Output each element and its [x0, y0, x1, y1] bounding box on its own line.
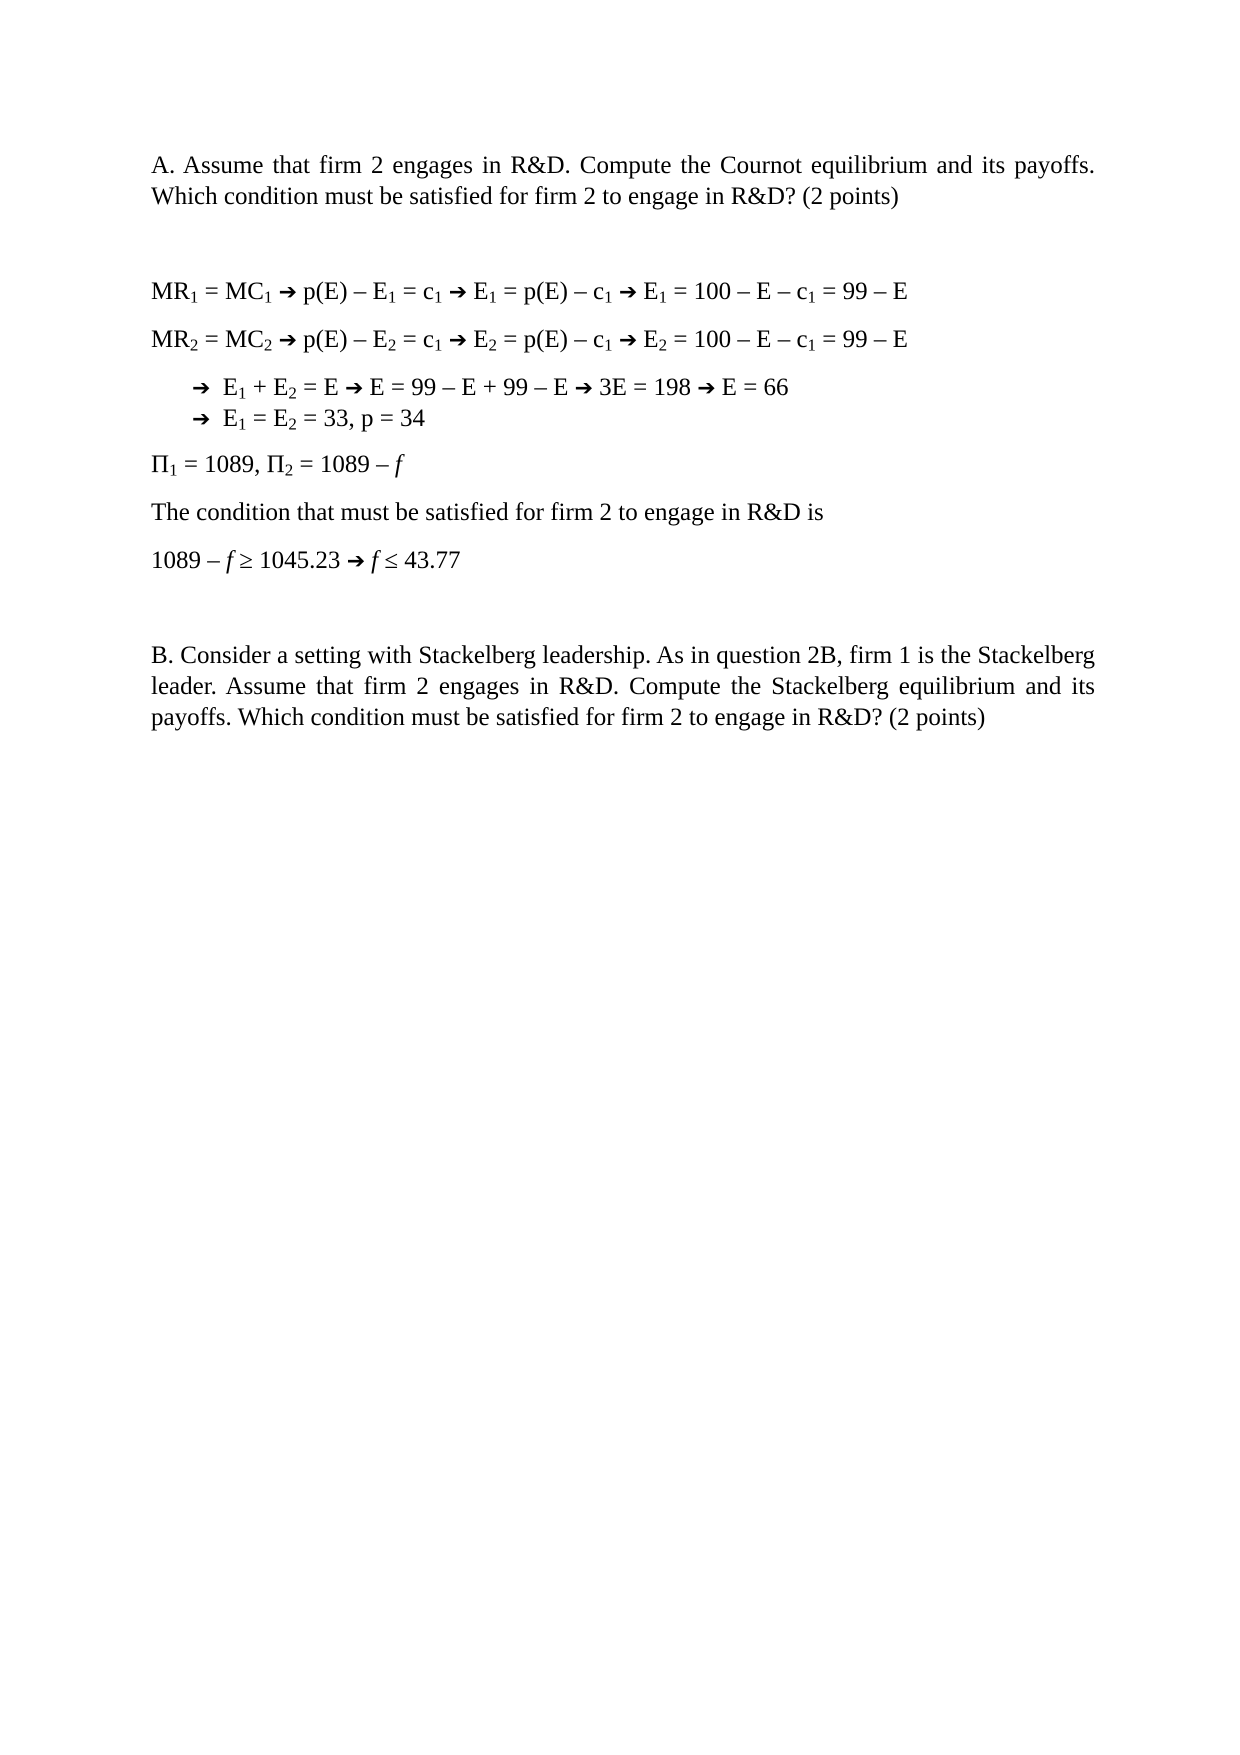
- answer-a-eq2: [151, 324, 908, 356]
- right-arrow-icon: ➔: [278, 280, 298, 305]
- answer-a-condition-text: The condition that must be satisfied for firm 2 to engage in R&D is: [151, 499, 824, 526]
- right-arrow-icon: ➔: [618, 280, 638, 305]
- right-arrow-icon: ➔: [618, 328, 638, 353]
- question-b-text: B. Consider a setting with Stackelberg leadership. As in question 2B, firm 1 is the Stackelberg leader. Assume that firm 2 engages in R&D. Compute the Stackelberg equilibrium and its payoffs. Which condition must be satisfied for firm 2 to engage in R&D? (2 points): [151, 642, 1095, 731]
- answer-a-payoffs: [151, 449, 402, 480]
- bullet2-render: $E_1 = E_2 = 33$, p = 34: [222, 405, 426, 434]
- eq1-render: $MR_1 = MC_1$ ➔ $p(E) - E_1 = c_1$ ➔ $E_1 = p(E) - c_1$ ➔ $E_1 = 100 - E - c_1 = 99 - E$: [151, 278, 908, 307]
- bullet-arrow-icon: ➔: [192, 407, 211, 432]
- bullet1-render: $E_1 + E_2 = E$ ➔ E = 99 – E + 99 – E ➔ 3E = 198 ➔ E = 66: [222, 374, 789, 403]
- question-a-text: A. Assume that firm 2 engages in R&D. Compute the Cournot equilibrium and its payoffs. Which condition must be satisfied for firm 2 to engage in R&D? (2 points): [151, 152, 1095, 210]
- right-arrow-icon: ➔: [697, 376, 716, 401]
- eq2-render: $MR_2 = MC_2$ ➔ $p(E) - E_2 = c_1$ ➔ $E_2 = p(E) - c_1$ ➔ $E_2 = 100 - E - c_1 = 99 - E$: [151, 326, 908, 355]
- right-arrow-icon: ➔: [448, 280, 468, 305]
- payoffs-render: $\Pi_1 = 1089$, $\Pi_2 = 1089 - f$: [151, 451, 402, 480]
- right-arrow-icon: ➔: [346, 549, 366, 574]
- right-arrow-icon: ➔: [278, 328, 298, 353]
- answer-a-condition: [151, 545, 461, 577]
- answer-a-bullet2: [192, 403, 425, 435]
- answer-a-bullet1: [192, 372, 789, 404]
- answer-a-eq1: [151, 276, 908, 308]
- bullet-arrow-icon: ➔: [192, 376, 211, 401]
- right-arrow-icon: ➔: [448, 328, 468, 353]
- right-arrow-icon: ➔: [574, 376, 594, 401]
- right-arrow-icon: ➔: [344, 376, 364, 401]
- condition-render: 1089 – f ≥ 1045.23 ➔ f ≤ 43.77: [151, 547, 461, 574]
